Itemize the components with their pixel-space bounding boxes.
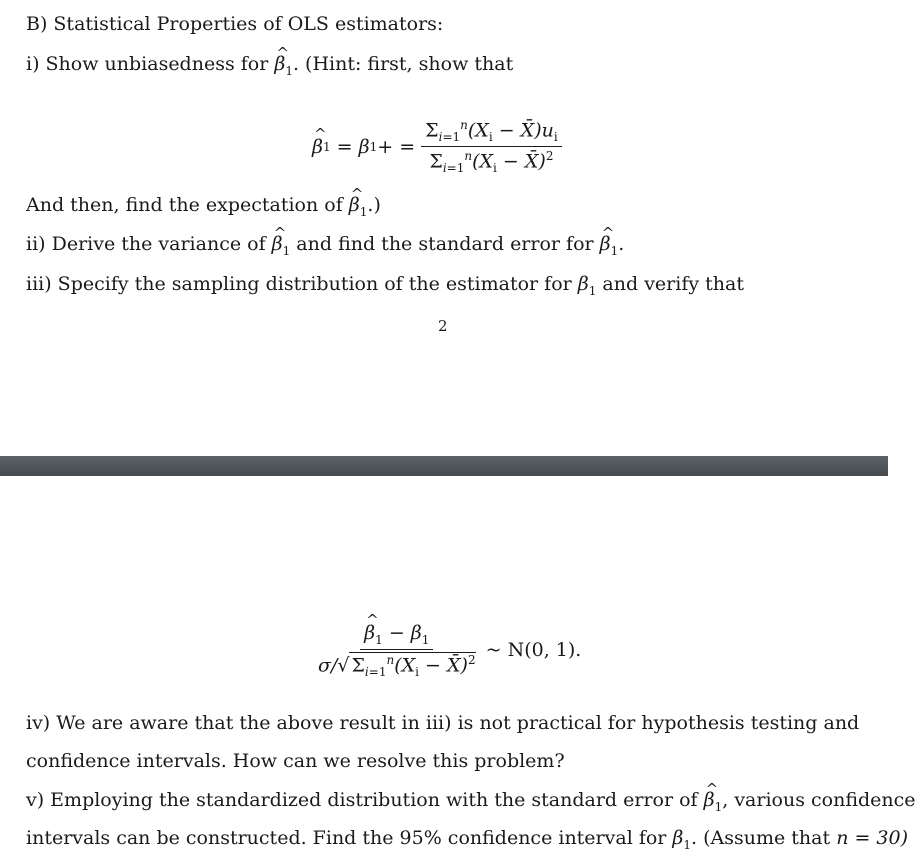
equation-beta-hat: ^ β 1 = β 1 + = $\frac{\Sigma_{i=1}^n(X_i - X̄)u_i}{\Sigma_{i=1}^n(X_i - X̄)^2}$ — [312, 118, 562, 175]
item-v-line1: v) Employing the standardized distribution with the standard error of ^ $\beta_1$, various confidence — [26, 788, 916, 819]
item-i-followup: And then, find the expectation of ^ $\beta_1$.) — [26, 193, 381, 224]
equation-sampling-distribution: ^ $\frac{\beta_1 - \beta_1}{\sigma/√ \Sigma_{i=1}^n(X_i - X̄)^2}$ ~ N(0, 1). — [308, 622, 581, 679]
item-v-line2: intervals can be constructed. Find the 95% confidence interval for $\beta_1$. (Assume that n = 30) — [26, 827, 909, 852]
item-iv-line1: iv) We are aware that the above result in iii) is not practical for hypothesis testing and — [26, 712, 860, 734]
item-i-line: i) Show unbiasedness for ^ $\beta_1$. (Hint: first, show that — [26, 52, 513, 83]
item-ii-line: ii) Derive the variance of ^ $\beta_1$ and find the standard error for ^ $\beta_1$. — [26, 232, 624, 263]
page-divider — [0, 456, 888, 476]
page-number: 2 — [438, 317, 448, 335]
item-iv-line2: confidence intervals. How can we resolve this problem? — [26, 750, 565, 772]
section-heading: B) Statistical Properties of OLS estimators: — [26, 13, 444, 35]
item-iii-line: iii) Specify the sampling distribution of the estimator for $\beta_1$ and verify that — [26, 273, 744, 298]
